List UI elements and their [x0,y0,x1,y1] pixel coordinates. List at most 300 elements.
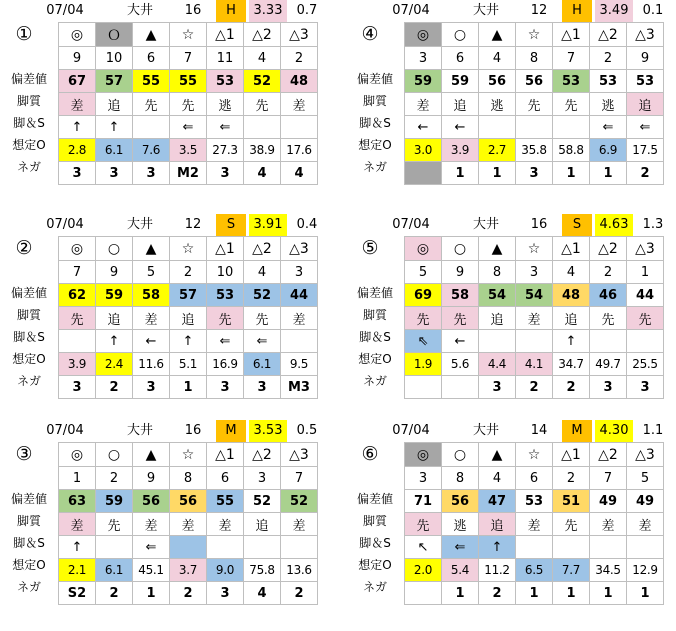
grid-row [59,70,318,93]
grid-cell: △3 [281,237,318,261]
race-last-value: 0.4 [296,217,318,232]
grid-cell: 56 [479,70,516,93]
grid-cell: 58 [133,284,170,307]
grid-cell: 4 [244,162,281,185]
grid-row [59,284,318,307]
grid-cell: 3.0 [405,139,442,162]
grid-row [405,536,664,559]
grid-cell: 53 [207,70,244,93]
race-distance: 16 [184,423,202,438]
grid-cell: 先 [553,513,590,536]
grid-cell: 9.5 [281,353,318,376]
grid-cell: 3 [405,47,442,70]
grid-cell: 47 [479,490,516,513]
grid-cell: 先 [442,307,479,330]
grid-row [59,582,318,605]
grid-cell [442,376,479,399]
race-distance: 12 [184,217,202,232]
grid-cell: △2 [590,23,627,47]
grid-cell: 63 [59,490,96,513]
grid-row [405,330,664,353]
grid-cell: △2 [244,443,281,467]
grid-cell: 1 [133,582,170,605]
grid-row [59,261,318,284]
grid-cell: 差 [59,513,96,536]
race-card-c6 [346,420,676,620]
race-number: ⑥ [361,443,379,465]
grid-cell: 1 [442,582,479,605]
grid-cell: ⇐ [627,116,664,139]
grid-cell: 59 [96,490,133,513]
grid-cell: 2.1 [59,559,96,582]
prediction-grid [404,442,664,605]
grid-row [405,443,664,467]
grid-cell: 2 [553,376,590,399]
grid-cell [516,536,553,559]
grid-cell: 11.6 [133,353,170,376]
grid-cell [59,330,96,353]
race-odds: 4.30 [595,420,633,442]
row-label: ネガ [362,580,387,594]
row-label: 偏差値 [10,492,47,506]
race-number: ③ [15,443,33,465]
race-odds: 3.91 [249,214,287,236]
row-label: 想定O [358,352,392,366]
grid-cell: 7 [553,47,590,70]
row-label: 想定O [12,558,46,572]
row-label: 偏差値 [356,492,393,506]
grid-cell: 59 [96,284,133,307]
grid-cell: 先 [553,93,590,116]
grid-cell: 9 [59,47,96,70]
grid-cell: 58.8 [553,139,590,162]
grid-cell: 逃 [590,93,627,116]
row-label: 脚＆S [359,536,391,550]
grid-cell: 53 [590,70,627,93]
grid-cell [170,536,207,559]
grid-cell: △3 [281,443,318,467]
race-number: ⑤ [361,237,379,259]
race-number: ② [15,237,33,259]
grid-cell: 71 [405,490,442,513]
grid-cell: 54 [479,284,516,307]
grid-cell: 差 [516,307,553,330]
grid-cell: 34.7 [553,353,590,376]
row-label: 脚質 [362,514,387,528]
grid-cell: 先 [96,513,133,536]
grid-cell: 3 [627,376,664,399]
grid-cell: 4 [244,582,281,605]
grid-cell: 53 [627,70,664,93]
grid-cell: △2 [244,23,281,47]
grid-cell: 9 [96,261,133,284]
row-label: 脚質 [362,94,387,108]
grid-cell: 69 [405,284,442,307]
grid-cell [590,536,627,559]
row-label: 脚質 [16,94,41,108]
grid-row [59,116,318,139]
grid-cell: 3.7 [170,559,207,582]
grid-cell: 2.4 [96,353,133,376]
grid-row [59,93,318,116]
grid-cell: △2 [590,237,627,261]
race-header [346,420,676,442]
grid-cell: 3 [133,376,170,399]
race-card-c3 [0,420,330,620]
grid-cell: 1 [516,582,553,605]
row-label: 想定O [12,352,46,366]
grid-row [59,490,318,513]
race-header [346,214,676,236]
grid-cell: 8 [170,467,207,490]
prediction-grid [58,236,318,399]
grid-cell: 57 [96,70,133,93]
grid-cell: 53 [553,70,590,93]
grid-cell: 3 [479,376,516,399]
row-label: 脚＆S [13,116,45,130]
grid-cell: ☆ [516,237,553,261]
grid-cell: 2 [479,582,516,605]
row-label: 脚質 [16,308,41,322]
grid-cell: 1 [479,162,516,185]
grid-row [405,376,664,399]
grid-row [59,559,318,582]
grid-cell: 先 [133,93,170,116]
race-date: 07/04 [392,217,430,232]
race-header [346,0,676,22]
grid-cell: 7 [59,261,96,284]
grid-row [405,284,664,307]
grid-cell: 44 [281,284,318,307]
grid-row [59,513,318,536]
race-last-value: 1.1 [642,423,664,438]
grid-cell: 3.9 [442,139,479,162]
grid-cell: 4 [281,162,318,185]
race-venue: 大井 [126,217,153,232]
grid-cell: 5 [627,467,664,490]
grid-cell: 4.4 [479,353,516,376]
grid-cell: 3 [96,162,133,185]
row-label: 想定O [358,138,392,152]
grid-cell: 4 [479,47,516,70]
grid-row [405,582,664,605]
grid-cell: △1 [553,237,590,261]
race-odds: 4.63 [595,214,633,236]
grid-cell: 53 [516,490,553,513]
race-distance: 16 [184,3,202,18]
grid-cell: 1 [59,467,96,490]
grid-cell: △1 [207,237,244,261]
grid-cell: 2 [96,582,133,605]
grid-cell: 先 [170,93,207,116]
row-label: ネガ [362,160,387,174]
grid-cell: 3 [59,162,96,185]
grid-cell: 51 [553,490,590,513]
grid-cell: 17.5 [627,139,664,162]
grid-cell [553,536,590,559]
grid-cell: 2.7 [479,139,516,162]
grid-cell: 53 [207,284,244,307]
grid-cell: ◎ [405,237,442,261]
grid-cell: 5.4 [442,559,479,582]
grid-cell: ↑ [96,330,133,353]
grid-cell: 34.5 [590,559,627,582]
grid-row [405,47,664,70]
grid-cell: 追 [627,93,664,116]
grid-cell: 先 [405,513,442,536]
grid-cell: 3 [405,467,442,490]
grid-cell [479,116,516,139]
grid-cell: 追 [442,93,479,116]
grid-cell: 差 [59,93,96,116]
grid-row [405,467,664,490]
race-odds: 3.49 [595,0,633,22]
grid-row [405,261,664,284]
row-label: 想定O [358,558,392,572]
grid-row [405,559,664,582]
grid-cell: 差 [516,513,553,536]
grid-cell: 1 [627,261,664,284]
grid-row [405,353,664,376]
grid-cell: ☆ [170,23,207,47]
grid-cell: 9 [627,47,664,70]
grid-cell: 6 [207,467,244,490]
grid-row [59,162,318,185]
race-card-c5 [346,214,676,414]
grid-cell: 追 [479,513,516,536]
grid-cell: △1 [207,23,244,47]
grid-cell [590,330,627,353]
grid-row [405,237,664,261]
race-last-value: 0.1 [642,3,664,18]
grid-cell: ⇖ [405,330,442,353]
grid-cell: ○ [96,237,133,261]
row-label: 脚質 [16,514,41,528]
grid-cell: 8 [516,47,553,70]
grid-cell: 2 [627,162,664,185]
grid-cell: 差 [281,93,318,116]
grid-cell: 2 [281,47,318,70]
grid-cell [479,330,516,353]
grid-cell: S2 [59,582,96,605]
grid-cell: 16.9 [207,353,244,376]
grid-cell: ☆ [170,443,207,467]
prediction-grid [58,442,318,605]
grid-cell: ◎ [59,23,96,47]
race-odds: 3.33 [249,0,287,22]
grid-cell: 48 [281,70,318,93]
grid-cell: 1 [553,582,590,605]
grid-cell: 追 [96,307,133,330]
grid-cell: 2 [590,261,627,284]
grid-cell: 追 [479,307,516,330]
grid-row [59,307,318,330]
row-label: 想定O [12,138,46,152]
grid-cell: M3 [281,376,318,399]
grid-cell: △3 [281,23,318,47]
grid-cell: 3 [133,162,170,185]
grid-cell: 3 [244,467,281,490]
grid-cell: ▲ [133,23,170,47]
race-venue: 大井 [472,423,499,438]
grid-cell: ⇐ [170,116,207,139]
grid-cell: 2 [590,47,627,70]
grid-cell: 4 [244,47,281,70]
grid-cell: 2.0 [405,559,442,582]
grid-cell: ☆ [170,237,207,261]
grid-cell [281,116,318,139]
grid-cell: 56 [133,490,170,513]
grid-cell: 5 [133,261,170,284]
grid-cell: 追 [553,307,590,330]
row-label: 脚＆S [13,330,45,344]
grid-cell [627,330,664,353]
grid-cell: 45.1 [133,559,170,582]
grid-cell: 6 [442,47,479,70]
grid-cell: 差 [133,513,170,536]
race-number: ① [15,23,33,45]
grid-cell: 75.8 [244,559,281,582]
race-date: 07/04 [46,3,84,18]
grid-row [405,139,664,162]
grid-cell: 2 [516,376,553,399]
grid-cell: ← [133,330,170,353]
grid-cell [244,536,281,559]
grid-cell: 54 [516,284,553,307]
grid-cell: Ｏ [96,23,133,47]
row-label: 脚＆S [359,330,391,344]
grid-cell: ◎ [405,23,442,47]
race-distance: 12 [530,3,548,18]
row-label: ネガ [362,374,387,388]
grid-cell: 38.9 [244,139,281,162]
grid-cell: △3 [627,237,664,261]
grid-cell: 49 [590,490,627,513]
grid-cell: ◎ [59,443,96,467]
grid-cell: 55 [170,70,207,93]
grid-cell: 先 [627,307,664,330]
grid-cell: 先 [590,307,627,330]
grid-cell: 差 [281,513,318,536]
grid-cell: 3 [207,582,244,605]
grid-cell: 7 [281,467,318,490]
grid-cell: 5.6 [442,353,479,376]
grid-cell: 1 [170,376,207,399]
grid-cell: ○ [442,23,479,47]
grid-cell: ↑ [96,116,133,139]
race-last-value: 0.7 [296,3,318,18]
grid-cell: 2 [96,376,133,399]
grid-row [405,307,664,330]
grid-cell: 62 [59,284,96,307]
grid-row [59,23,318,47]
grid-cell: 4.1 [516,353,553,376]
grid-cell: 52 [244,70,281,93]
race-grade: S [562,214,592,236]
grid-cell: 逃 [479,93,516,116]
grid-cell: 1 [590,582,627,605]
grid-cell: 59 [442,70,479,93]
grid-cell: ← [405,116,442,139]
grid-cell: 先 [244,307,281,330]
race-date: 07/04 [392,3,430,18]
grid-cell [405,376,442,399]
grid-cell [207,536,244,559]
grid-cell: 1 [627,582,664,605]
race-grade: H [562,0,592,22]
grid-row [405,490,664,513]
grid-cell: 12.9 [627,559,664,582]
grid-cell: 48 [553,284,590,307]
grid-cell: 差 [590,513,627,536]
grid-cell: 55 [207,490,244,513]
grid-cell: 1.9 [405,353,442,376]
grid-cell: 3 [281,261,318,284]
grid-cell: 2 [170,261,207,284]
grid-cell: 9 [133,467,170,490]
grid-cell: ↑ [59,116,96,139]
row-label: 脚＆S [13,536,45,550]
grid-cell: 4 [479,467,516,490]
grid-cell: 1 [442,162,479,185]
grid-row [59,139,318,162]
row-label: 脚＆S [359,116,391,130]
grid-cell: 7.7 [553,559,590,582]
grid-cell [281,330,318,353]
grid-row [59,536,318,559]
race-date: 07/04 [392,423,430,438]
grid-cell: ↑ [479,536,516,559]
grid-cell: ▲ [479,237,516,261]
grid-cell: 3 [516,162,553,185]
grid-cell: 17.6 [281,139,318,162]
grid-cell: △2 [244,237,281,261]
grid-cell: 4 [244,261,281,284]
grid-cell: 35.8 [516,139,553,162]
grid-cell: 先 [59,307,96,330]
grid-cell: 8 [442,467,479,490]
grid-cell [133,116,170,139]
prediction-grid [404,22,664,185]
grid-cell: ◎ [405,443,442,467]
grid-cell: M2 [170,162,207,185]
grid-cell: 2 [170,582,207,605]
race-distance: 16 [530,217,548,232]
grid-row [59,443,318,467]
grid-cell: 6.1 [244,353,281,376]
grid-cell: △1 [553,23,590,47]
grid-cell: 7.6 [133,139,170,162]
grid-cell: △2 [590,443,627,467]
row-label: 偏差値 [10,72,47,86]
grid-cell: 3 [207,376,244,399]
grid-cell: 11 [207,47,244,70]
grid-cell: ⇐ [207,116,244,139]
grid-cell: 追 [244,513,281,536]
race-grade: S [216,214,246,236]
grid-cell: 49 [627,490,664,513]
grid-cell: 6.1 [96,139,133,162]
race-card-c2 [0,214,330,414]
race-date: 07/04 [46,217,84,232]
row-label: 偏差値 [10,286,47,300]
grid-row [405,93,664,116]
grid-cell: 差 [207,513,244,536]
grid-cell: 差 [405,93,442,116]
grid-cell: ← [442,116,479,139]
grid-cell: 2 [96,467,133,490]
grid-row [59,467,318,490]
